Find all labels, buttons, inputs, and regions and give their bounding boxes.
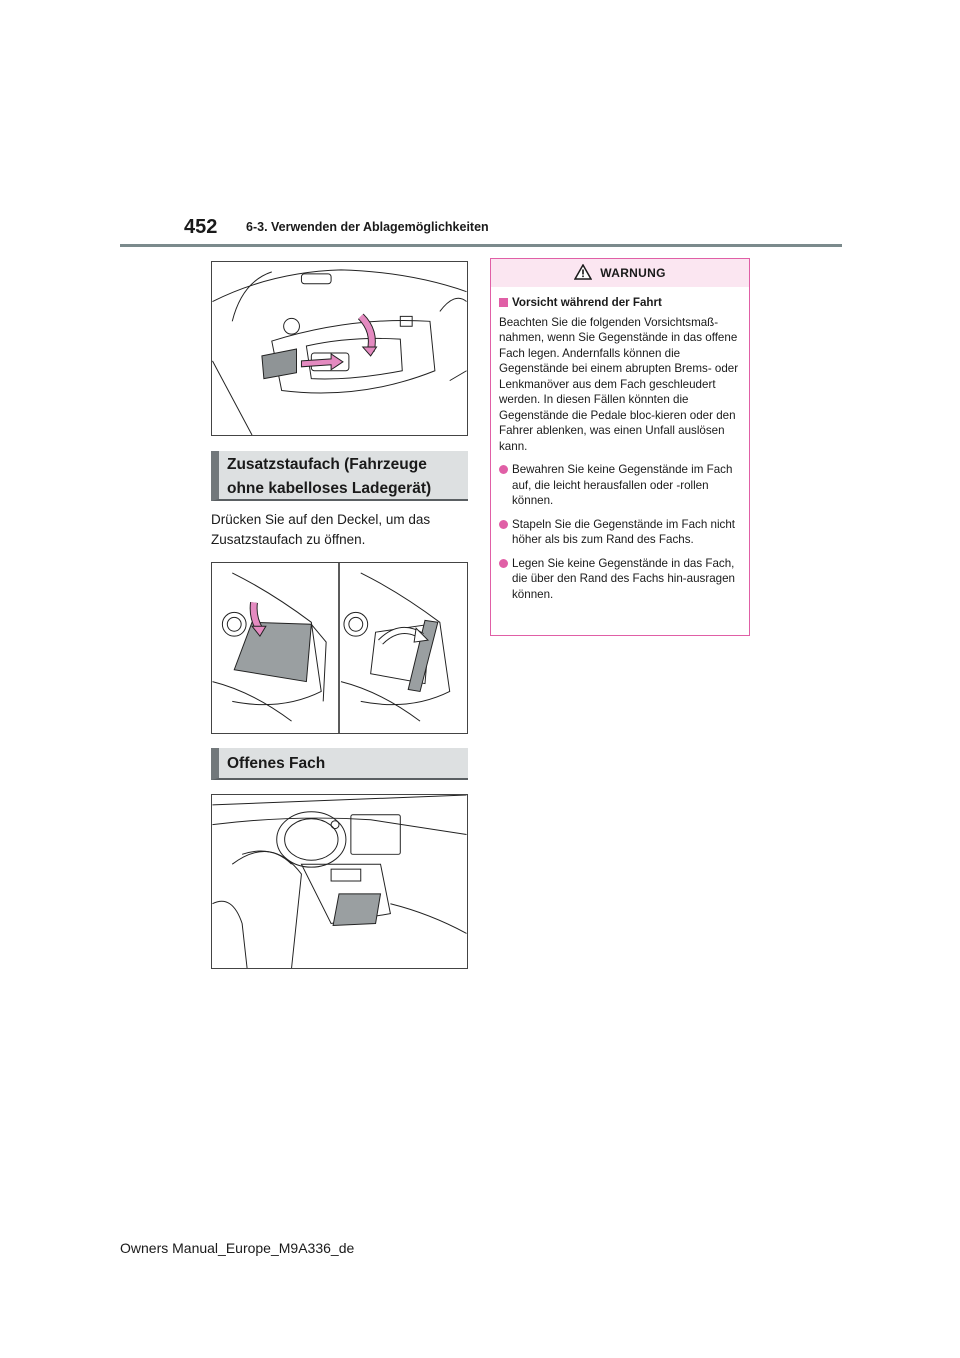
aux-compartment-illustration xyxy=(211,562,468,734)
page-number: 452 xyxy=(184,216,218,238)
warning-box xyxy=(490,258,750,636)
heading-open-tray: Offenes Fach xyxy=(211,748,468,780)
warning-triangle-icon xyxy=(574,264,592,283)
bullet-dot-icon xyxy=(499,465,508,474)
warning-bullet-text: Bewahren Sie keine Gegenstände im Fach auf, die leicht herausfallen oder -rollen können. xyxy=(512,463,733,507)
footer-text: Owners Manual_Europe_M9A336_de xyxy=(120,1240,355,1256)
bullet-dot-icon xyxy=(499,520,508,529)
open-tray-illustration xyxy=(211,794,468,969)
warning-bullet xyxy=(499,517,741,548)
section-title: 6-3. Verwenden der Ablagemöglichkeiten xyxy=(246,220,489,234)
warning-bullet xyxy=(499,556,741,603)
warning-subtitle: Vorsicht während der Fahrt xyxy=(512,296,662,309)
warning-intro: Beachten Sie die folgenden Vorsichtsmaß-nahmen, wenn Sie Gegenstände in das offene Fach legen. Andernfalls können die Gegenstände bei einem abrupten Brems- oder Lenkmanöver aus dem Fach geschleudert werden. In diesen Fällen könnten die Gegenstände die Pedale bloc-kieren oder den Fahrer ablenken, was einen Unfall auslösen kann. xyxy=(499,315,739,453)
aux-instruction-text: Drücken Sie auf den Deckel, um das Zusatzstaufach zu öffnen. xyxy=(211,512,431,547)
warning-bullet xyxy=(499,462,741,509)
sun-visor-illustration xyxy=(211,261,468,436)
header-rule xyxy=(120,244,842,247)
warning-bullet-text: Legen Sie keine Gegenstände in das Fach, die über den Rand des Fachs hin-ausragen können. xyxy=(512,556,736,601)
bullet-dot-icon xyxy=(499,559,508,568)
warning-bullet-text: Stapeln Sie die Gegenstände im Fach nicht höher als bis zum Rand des Fachs. xyxy=(512,517,735,546)
warning-header xyxy=(491,259,749,287)
heading-aux-storage: Zusatzstaufach (Fahrzeuge ohne kabelloses Ladegerät) xyxy=(211,451,468,501)
warning-subtitle-row xyxy=(499,295,741,311)
square-bullet-icon xyxy=(499,298,508,307)
warning-title: WARNUNG xyxy=(600,266,666,280)
